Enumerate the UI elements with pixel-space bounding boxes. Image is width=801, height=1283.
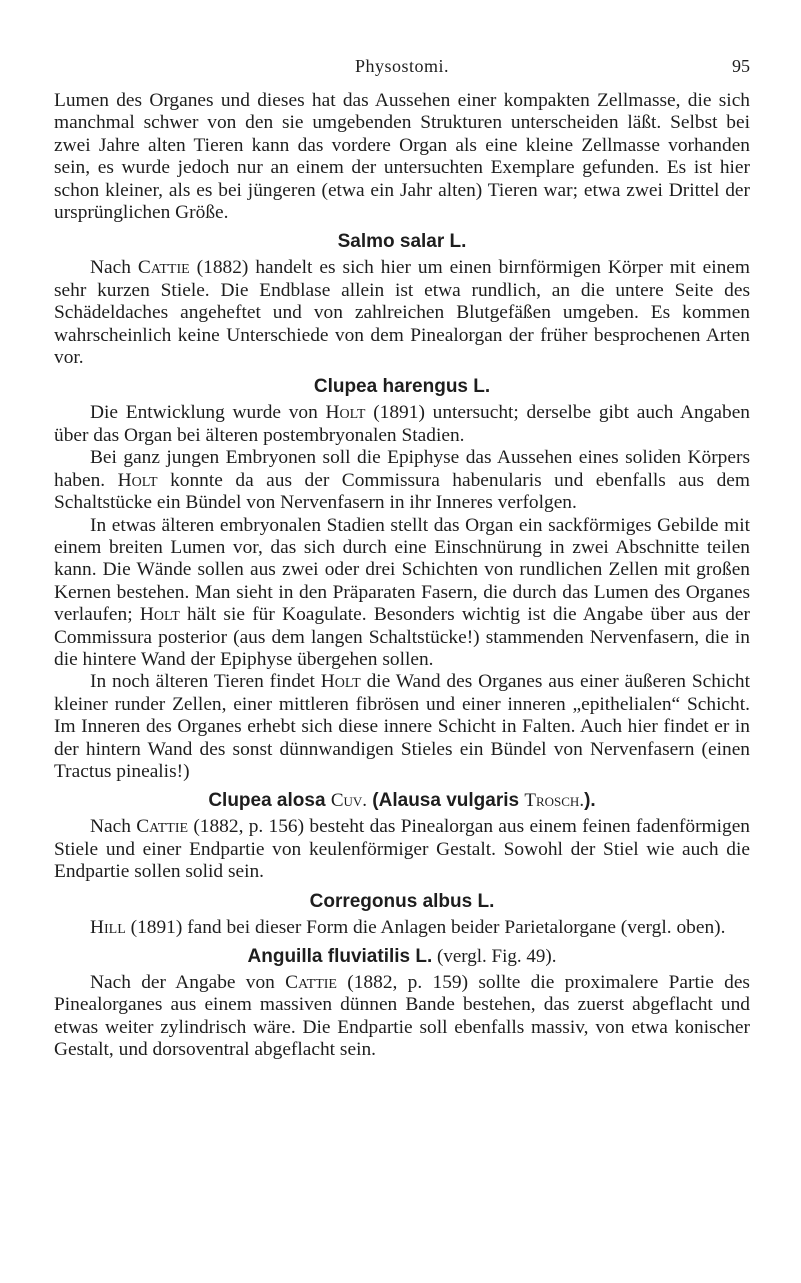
author-name: Cattie [136, 816, 189, 838]
paragraph-corregonus [54, 917, 750, 939]
paragraph-harengus-1 [54, 402, 750, 447]
author-name: Holt [320, 671, 361, 693]
author-name: Hill [90, 916, 126, 938]
running-header [54, 56, 750, 90]
author-name: Holt [117, 469, 158, 491]
heading-salmo-salar: Salmo salar L. [337, 231, 467, 253]
paragraph-harengus-2 [54, 447, 750, 514]
text-run: Nach [90, 816, 137, 838]
text-run: Nach [90, 257, 138, 279]
text-run: Die Entwicklung wurde von [90, 402, 326, 424]
text-run: hält sie für Koagulate. Besonders wichtig ist die Angabe über aus der Commissura posterior (aus dem langen Schaltstücke!) stammenden Nervenfasern, die in die hintere Wand der Epiphyse übergehen sollen. [54, 604, 750, 670]
paragraph-anguilla [54, 972, 750, 1062]
heading-clupea-harengus: Clupea harengus L. [313, 376, 491, 398]
text-run: konnte da aus der Commissura habenularis und ebenfalls aus dem Schaltstücke ein Bündel von Nervenfasern in ihr Inneres verfolgen. [54, 469, 750, 514]
text-run: (1882) handelt es sich hier um einen birnförmigen Körper mit einem sehr kurzen Stiele. Die Endblase allein ist etwa rundlich, an die untere Seite des Schädeldaches angeheftet und von zahlreichen Blutgefäßen umgeben. Es kommen wahrscheinlich keine Unterschiede von dem Pinealorgan der früher besprochenen Arten vor. [54, 257, 750, 369]
text-run: In noch älteren Tieren findet [90, 671, 321, 693]
heading-anguilla-fluviatilis [54, 945, 750, 969]
text-run: die Wand des Organes aus einer äußeren Schicht kleiner runder Zellen, einer mittleren fibrösen und einer inneren „epithelialen“ Schicht. Im Inneren des Organes erhebt sich diese innere Schicht in Falten. Auch hier findet er in der hintern Wand des sonst dünnwandigen Stieles ein Bündel von Nervenfasern (einen Tractus pinealis!) [54, 671, 751, 782]
running-title: Physostomi. [354, 56, 450, 76]
author-name: Cattie [285, 972, 337, 993]
page-body [54, 56, 750, 1062]
text-run: In etwas älteren embryonalen Stadien stellt das Organ ein sackförmiges Gebilde mit einem breiten Lumen vor, das sich durch eine Einschnürung in zwei Abschnitte teilen kann. Die Wände sollen aus zwei oder drei Schichten von rundlichen Zellen mit großen Kernen bestehen. Man sieht in den Präparaten Fasern, die durch das Lumen des Organes verlaufen; [54, 514, 750, 626]
figure-reference: (vergl. Fig. 49). [432, 946, 557, 967]
paragraph-harengus-3 [54, 515, 750, 672]
heading-part: ). [584, 790, 596, 812]
text-run: (1882, p. 159) sollte die proximalere Partie des Pinealorganes aus einem massiven dünnen Bande bestehen, das zuerst abgeflacht und etwas weiter zylindrisch wäre. Die Endpartie soll ebenfalls massiv, von etwa konischer Gestalt, und dorsoventral abgeflacht sein. [54, 972, 750, 1061]
paragraph-harengus-4 [54, 671, 750, 783]
paragraph-alosa [54, 816, 750, 883]
text-run: Nach der Angabe von [90, 972, 286, 993]
heading-part: Clupea alosa [208, 790, 331, 812]
author-name: Cuv. [330, 790, 368, 812]
heading-part: Anguilla fluviatilis L. [247, 946, 433, 967]
text-run: (1891) untersucht; derselbe gibt auch Angaben über das Organ bei älteren postembryonalen Stadien. [54, 402, 750, 446]
text-run: (1891) fand bei dieser Form die Anlagen beider Parietalorgane (vergl. oben). [125, 916, 726, 938]
paragraph-salmo [54, 257, 750, 369]
author-name: Cattie [137, 257, 190, 279]
text-run: Bei ganz jungen Embryonen soll die Epiphyse das Aussehen eines soliden Körpers haben. [54, 447, 750, 491]
author-name: Holt [139, 604, 180, 626]
paragraph-intro: Lumen des Organes und dieses hat das Aussehen einer kompakten Zellmasse, die sich manchmal schwer von den sie umgebenden Strukturen unterscheiden läßt. Selbst bei zwei Jahre alten Tieren kann das vordere Organ als eine kleine Zellmasse vorhanden sein, es wurde jedoch nur an einem der untersuchten Exemplare gefunden. Es ist hier schon kleiner, als es bei jüngeren (etwa ein Jahr alten) Tieren war; etwa zwei Drittel der ursprünglichen Größe. [54, 90, 750, 224]
author-name: Holt [325, 402, 366, 424]
page-number: 95 [732, 56, 750, 76]
text-run: (1882, p. 156) besteht das Pinealorgan aus einem feinen fadenförmigen Stiele und einer Endpartie von keulenförmiger Gestalt. Sowohl der Stiel wie auch die Endpartie sollen solid sein. [54, 816, 751, 883]
author-name: Trosch. [524, 790, 585, 812]
heading-corregonus-albus: Corregonus albus L. [309, 890, 495, 912]
heading-clupea-alosa [54, 789, 750, 813]
heading-part: (Alausa vulgaris [367, 790, 525, 812]
